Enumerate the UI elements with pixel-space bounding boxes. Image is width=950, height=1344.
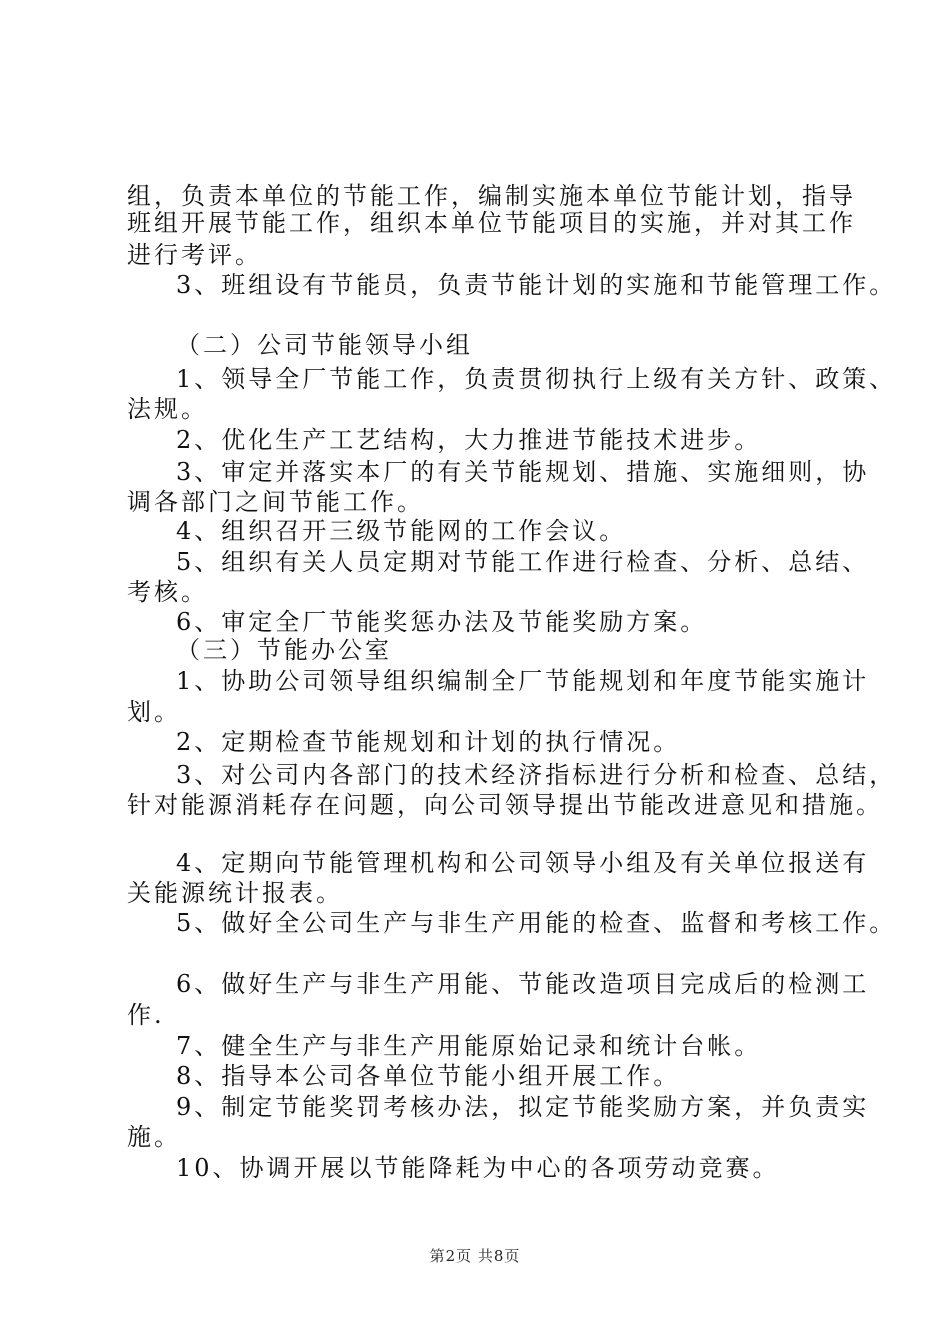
body-text-line: 1、协助公司领导组织编制全厂节能规划和年度节能实施计 xyxy=(176,667,870,695)
body-text-line: 5、组织有关人员定期对节能工作进行检查、分析、总结、 xyxy=(176,548,870,576)
body-text-line: 10、协调开展以节能降耗为中心的各项劳动竞赛。 xyxy=(176,1154,780,1182)
body-text-line: 组，负责本单位的节能工作，编制实施本单位节能计划，指导 xyxy=(127,182,856,210)
body-text-line: 2、优化生产工艺结构，大力推进节能技术进步。 xyxy=(176,426,762,454)
body-text-line: 划。 xyxy=(127,698,181,726)
body-text-line: 4、组织召开三级节能网的工作会议。 xyxy=(176,517,627,545)
body-text-line: 3、审定并落实本厂的有关节能规划、措施、实施细则，协 xyxy=(176,458,870,486)
section-heading: （三）节能办公室 xyxy=(176,636,392,664)
body-text-line: 6、审定全厂节能奖惩办法及节能奖励方案。 xyxy=(176,608,708,636)
body-text-line: 3、班组设有节能员，负责节能计划的实施和节能管理工作。 xyxy=(176,271,897,299)
body-text-line: 9、制定节能奖罚考核办法，拟定节能奖励方案，并负责实 xyxy=(176,1093,870,1121)
body-text-line: 班组开展节能工作，组织本单位节能项目的实施，并对其工作 xyxy=(127,209,856,237)
body-text-line: 调各部门之间节能工作。 xyxy=(127,488,424,516)
section-heading: （二）公司节能领导小组 xyxy=(176,331,473,359)
body-text-line: 考核。 xyxy=(127,578,208,606)
body-text-line: 作. xyxy=(127,1001,165,1029)
body-text-line: 3、对公司内各部门的技术经济指标进行分析和检查、总结， xyxy=(176,761,897,789)
body-text-line: 5、做好全公司生产与非生产用能的检查、监督和考核工作。 xyxy=(176,909,897,937)
body-text-line: 针对能源消耗存在问题，向公司领导提出节能改进意见和措施。 xyxy=(127,791,883,819)
body-text-line: 关能源统计报表。 xyxy=(127,879,343,907)
body-text-line: 4、定期向节能管理机构和公司领导小组及有关单位报送有 xyxy=(176,849,870,877)
body-text-line: 2、定期检查节能规划和计划的执行情况。 xyxy=(176,728,681,756)
body-text-line: 7、健全生产与非生产用能原始记录和统计台帐。 xyxy=(176,1032,762,1060)
body-text-line: 施。 xyxy=(127,1123,181,1151)
body-text-line: 6、做好生产与非生产用能、节能改造项目完成后的检测工 xyxy=(176,970,870,998)
body-text-line: 进行考评。 xyxy=(127,241,262,269)
page-number-footer: 第2页 共8页 xyxy=(429,1247,521,1265)
body-text-line: 法规。 xyxy=(127,395,208,423)
body-text-line: 8、指导本公司各单位节能小组开展工作。 xyxy=(176,1062,681,1090)
body-text-line: 1、领导全厂节能工作，负责贯彻执行上级有关方针、政策、 xyxy=(176,365,897,393)
